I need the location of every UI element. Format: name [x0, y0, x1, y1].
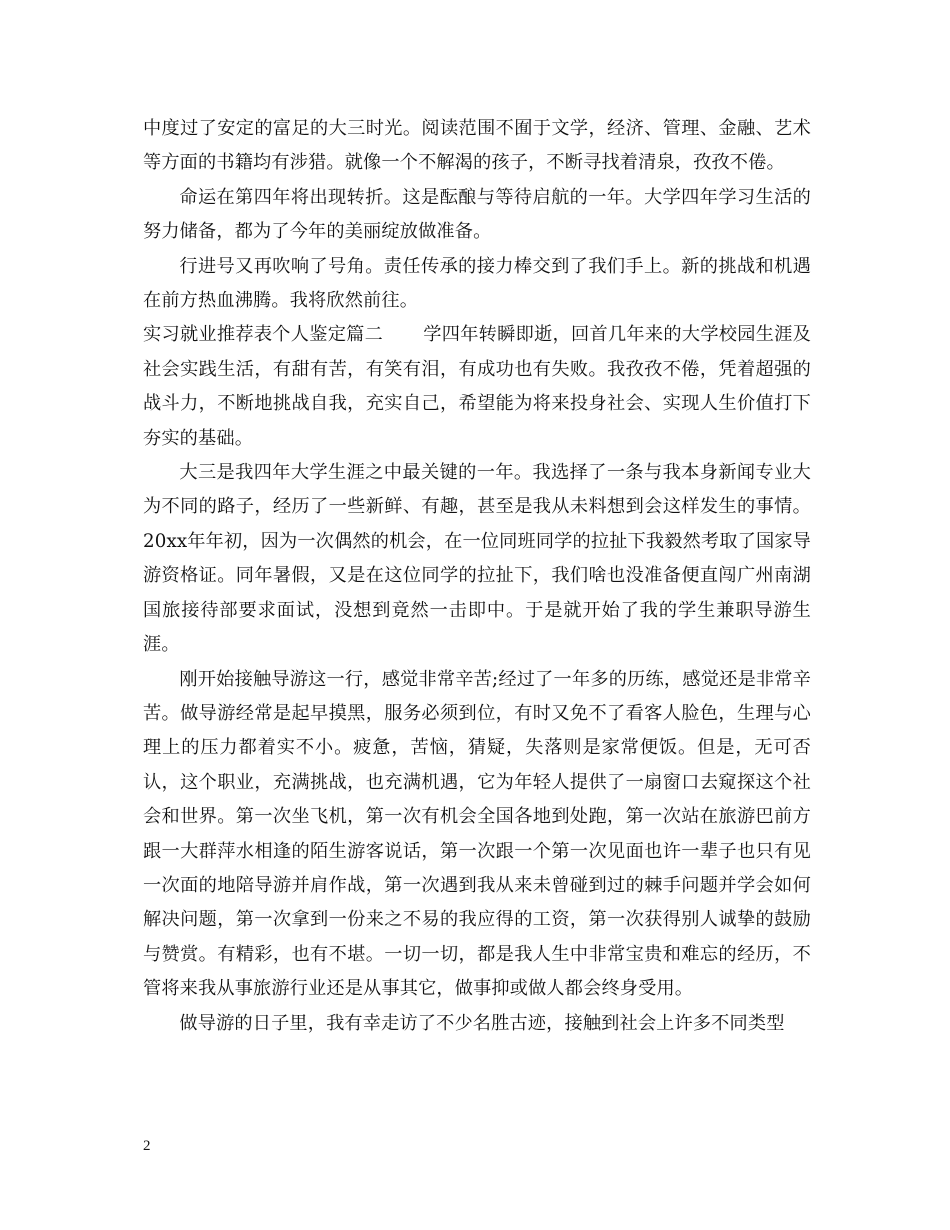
- paragraph: 中度过了安定的富足的大三时光。阅读范围不囿于文学，经济、管理、金融、艺术等方面的书籍均有涉猎。就像一个不解渴的孩子，不断寻找着清泉，孜孜不倦。: [143, 118, 811, 174]
- paragraph: 刚开始接触导游这一行，感觉非常辛苦;经过了一年多的历练，感觉还是非常辛苦。做导游经常是起早摸黑，服务必须到位，有时又免不了看客人脸色，生理与心理上的压力都着实不小。疲惫，苦恼，猜疑，失落则是家常便饭。但是，无可否认，这个职业，充满挑战，也充满机遇，它为年轻人提供了一扇窗口去窥探这个社会和世界。第一次坐飞机，第一次有机会全国各地到处跑，第一次站在旅游巴前方跟一大群萍水相逢的陌生游客说话，第一次跟一个第一次见面也许一辈子也只有见一次面的地陪导游并肩作战，第一次遇到我从来未曾碰到过的棘手问题并学会如何解决问题，第一次拿到一份来之不易的我应得的工资，第一次获得别人诚挚的鼓励与赞赏。有精彩，也有不堪。一切一切，都是我人生中非常宝贵和难忘的经历，不管将来我从事旅游行业还是从事其它，做事抑或做人都会终身受用。: [143, 668, 811, 1000]
- page-number: 2: [143, 1138, 151, 1154]
- paragraph: 做导游的日子里，我有幸走访了不少名胜古迹，接触到社会上许多不同类型: [179, 1012, 785, 1034]
- section-paragraph: [143, 318, 811, 456]
- paragraph: 行进号又再吹响了号角。责任传承的接力棒交到了我们手上。新的挑战和机遇在前方热血沸腾。我将欣然前往。: [143, 255, 811, 312]
- document-body: [143, 112, 811, 1041]
- section-first-paragraph-text: 学四年转瞬即逝，回首几年来的大学校园生涯及社会实践生活，有甜有苦，有笑有泪，有成功也有失败。我孜孜不倦，凭着超强的战斗力，不断地挑战自我，充实自己，希望能为将来投身社会、实现人生价值打下夯实的基础。: [143, 324, 811, 449]
- paragraph: 命运在第四年将出现转折。这是酝酿与等待启航的一年。大学四年学习生活的努力储备，都为了今年的美丽绽放做准备。: [143, 186, 811, 243]
- paragraph: 大三是我四年大学生涯之中最关键的一年。我选择了一条与我本身新闻专业大为不同的路子，经历了一些新鲜、有趣，甚至是我从未料想到会这样发生的事情。20xx年年初，因为一次偶然的机会，在一位同班同学的拉扯下我毅然考取了国家导游资格证。同年暑假，又是在这位同学的拉扯下，我们啥也没准备便直闯广州南湖国旅接待部要求面试，没想到竟然一击即中。于是就开始了我的学生兼职导游生涯。: [143, 462, 811, 656]
- section-heading: 实习就业推荐表个人鉴定篇二: [143, 324, 384, 346]
